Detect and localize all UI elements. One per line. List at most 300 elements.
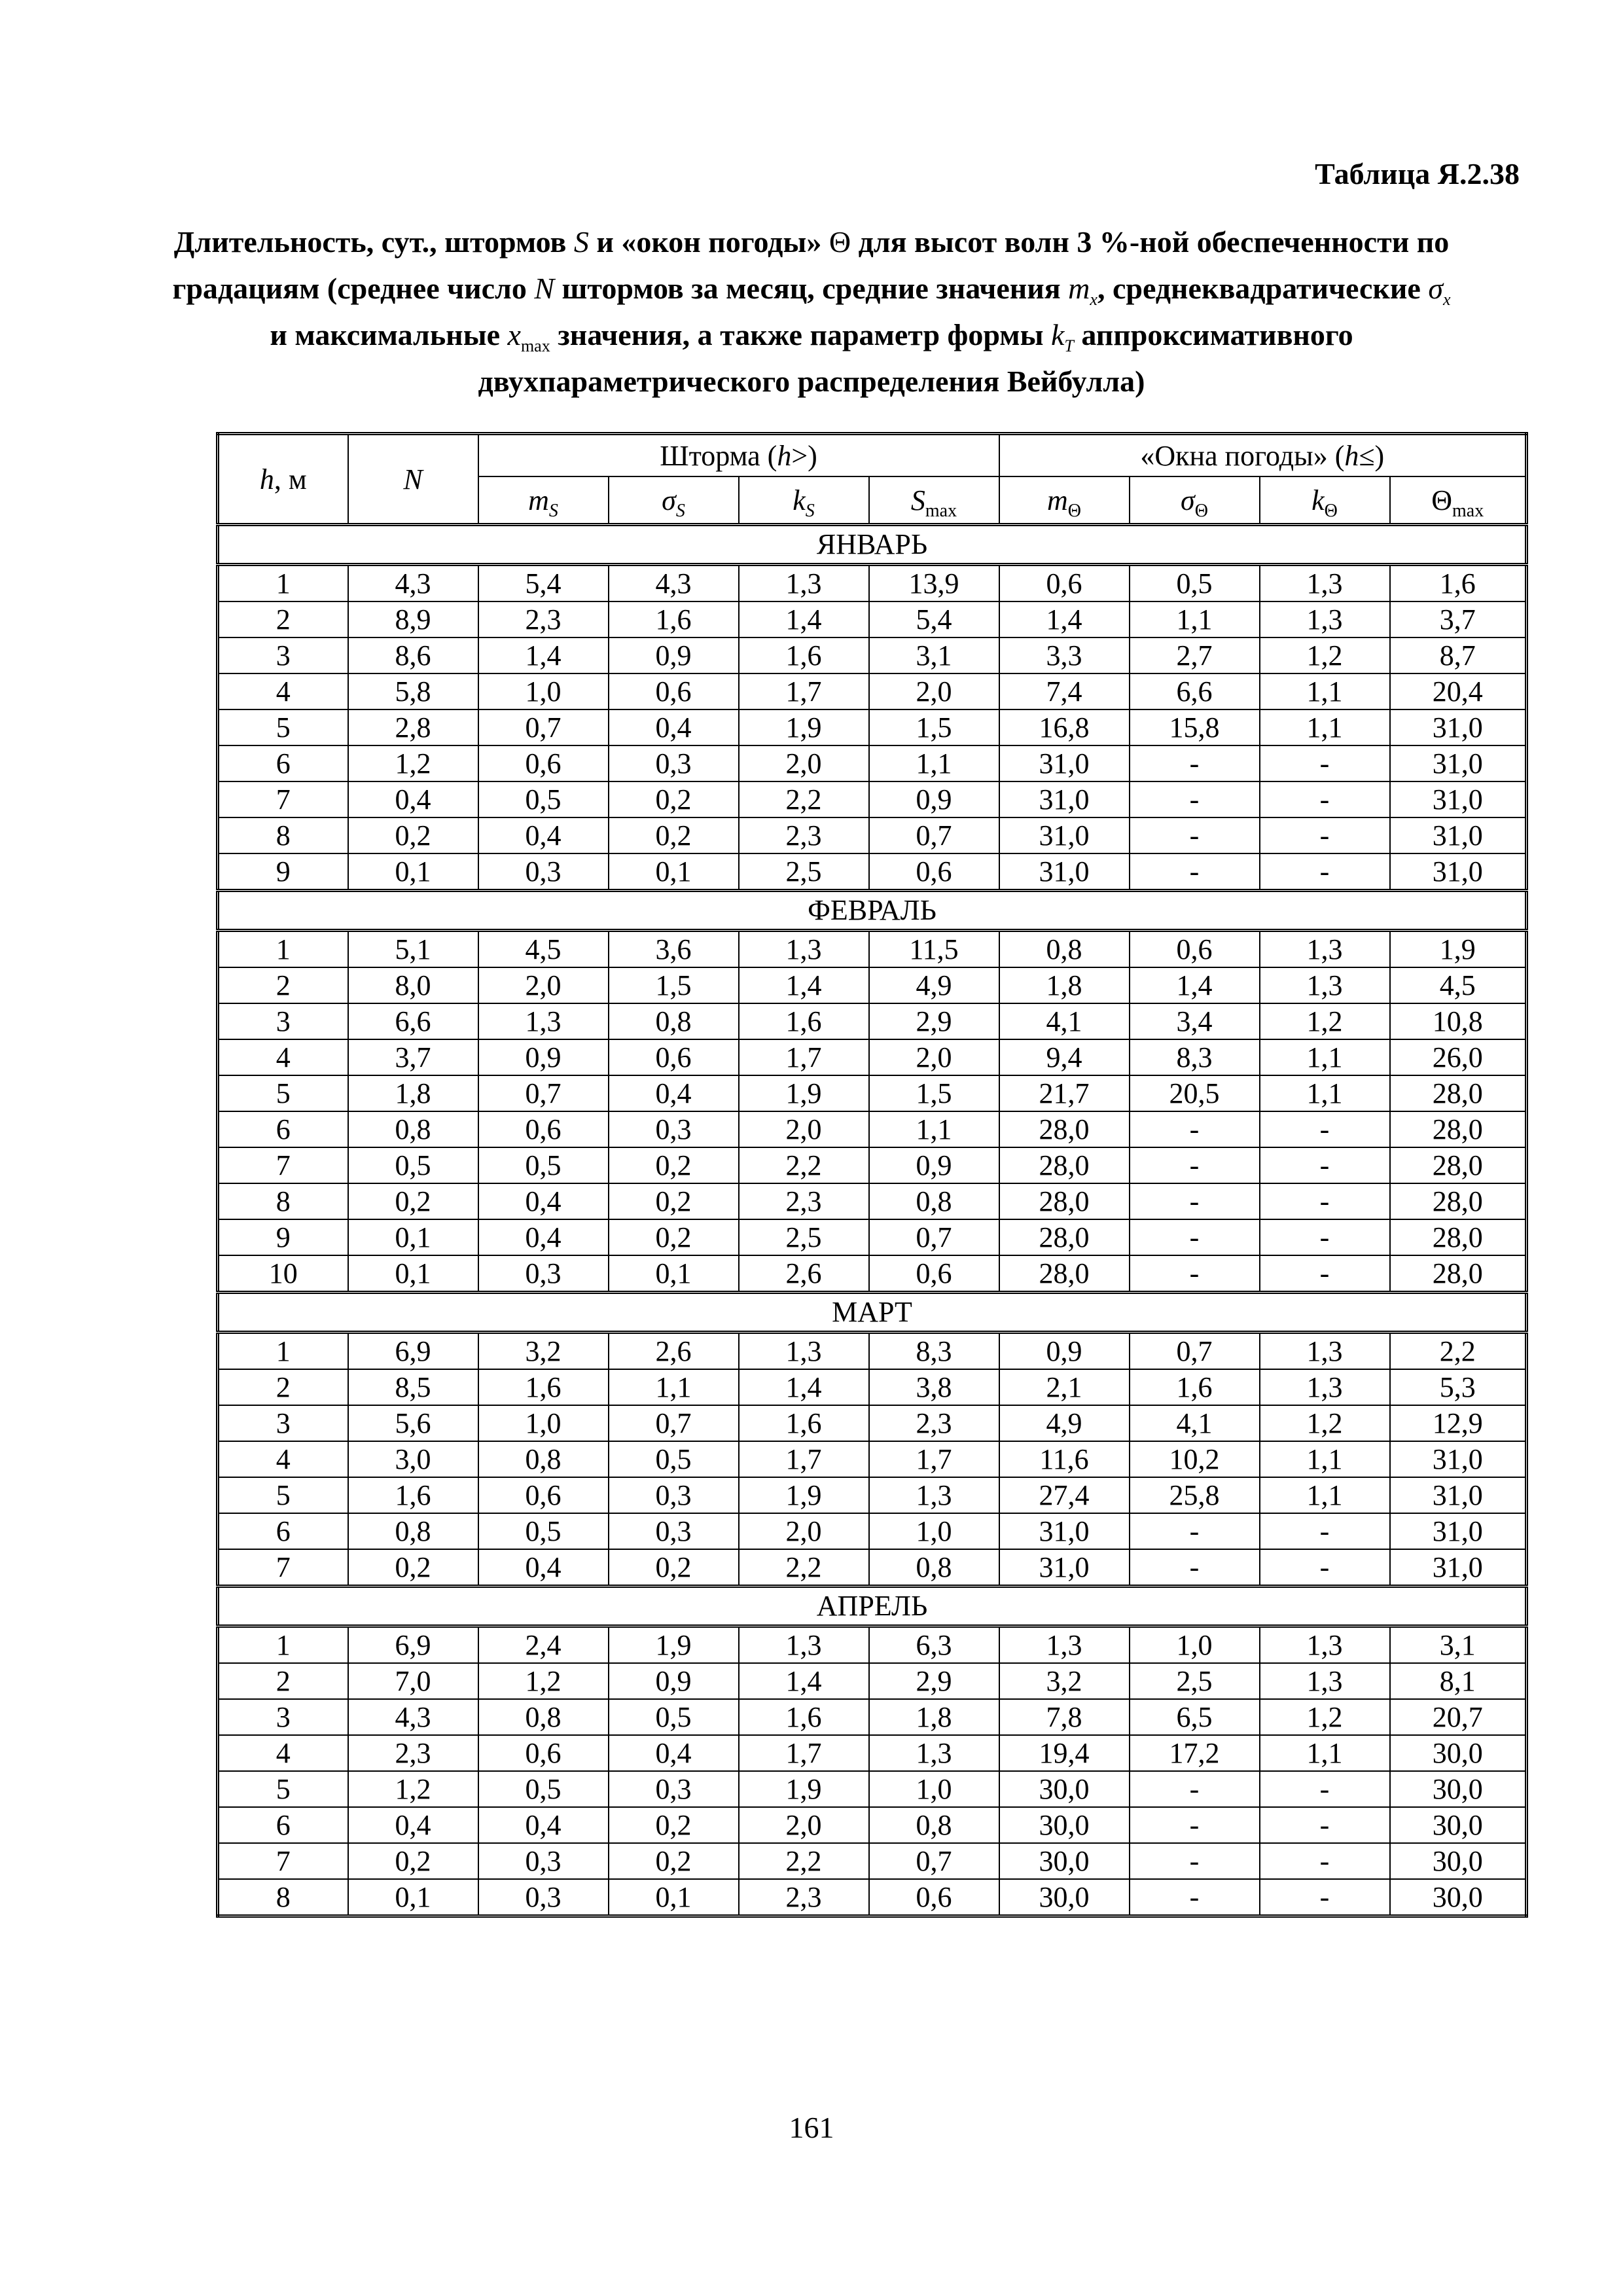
cell-m-theta: 31,0 — [999, 1549, 1130, 1587]
cell-m-theta: 21,7 — [999, 1075, 1130, 1111]
table-row — [218, 1843, 1527, 1879]
symbol-sigma: σ — [1181, 484, 1195, 516]
cell-n: 3,0 — [348, 1441, 478, 1477]
cell-sigma-theta: - — [1130, 817, 1260, 853]
symbol-m: m — [1046, 484, 1068, 516]
col-header-k-theta — [1260, 476, 1390, 525]
cell-m-s: 0,8 — [478, 1699, 609, 1735]
table-row — [218, 1255, 1527, 1293]
cell-n: 1,2 — [348, 1771, 478, 1807]
cell-sigma-s: 0,4 — [609, 1075, 739, 1111]
cell-m-s: 0,7 — [478, 1075, 609, 1111]
cell-sigma-s: 0,5 — [609, 1699, 739, 1735]
caption-text: для высот волн 3 %-ной обеспеченности по градациям (среднее число — [172, 225, 1450, 305]
table-row — [218, 709, 1527, 745]
caption-text: и «окон погоды» — [588, 225, 829, 259]
cell-sigma-s: 0,3 — [609, 1477, 739, 1513]
cell-k-theta: 1,2 — [1260, 1003, 1390, 1039]
cell-m-s: 0,3 — [478, 1255, 609, 1293]
cell-k-s: 2,2 — [739, 1843, 869, 1879]
cell-h: 4 — [218, 1039, 348, 1075]
cell-theta-max: 30,0 — [1390, 1807, 1527, 1843]
cell-theta-max: 31,0 — [1390, 745, 1527, 781]
page-number: 161 — [789, 2111, 834, 2144]
cell-m-s: 0,7 — [478, 709, 609, 745]
cell-sigma-theta: 1,6 — [1130, 1369, 1260, 1405]
cell-h: 1 — [218, 1333, 348, 1370]
table-row — [218, 637, 1527, 673]
cell-m-s: 1,6 — [478, 1369, 609, 1405]
cell-n: 0,2 — [348, 1183, 478, 1219]
cell-theta-max: 31,0 — [1390, 1477, 1527, 1513]
cell-sigma-theta: - — [1130, 1183, 1260, 1219]
cell-n: 6,9 — [348, 1626, 478, 1664]
table-row — [218, 781, 1527, 817]
cell-theta-max: 1,6 — [1390, 565, 1527, 602]
col-header-theta-max — [1390, 476, 1527, 525]
cell-sigma-s: 0,4 — [609, 1735, 739, 1771]
cell-h: 6 — [218, 1807, 348, 1843]
cell-n: 8,9 — [348, 601, 478, 637]
cell-n: 0,1 — [348, 1879, 478, 1916]
cell-k-s: 1,6 — [739, 1003, 869, 1039]
cell-theta-max: 30,0 — [1390, 1843, 1527, 1879]
col-header-h-unit: , м — [274, 463, 307, 495]
cell-theta-max: 26,0 — [1390, 1039, 1527, 1075]
cell-s-max: 0,6 — [869, 1255, 999, 1293]
table-row — [218, 1003, 1527, 1039]
col-header-sigma-theta — [1130, 476, 1260, 525]
cell-m-theta: 1,3 — [999, 1626, 1130, 1664]
cell-k-theta: 1,1 — [1260, 673, 1390, 709]
cell-sigma-theta: 20,5 — [1130, 1075, 1260, 1111]
cell-sigma-s: 0,4 — [609, 709, 739, 745]
cell-sigma-s: 0,3 — [609, 1513, 739, 1549]
cell-m-theta: 28,0 — [999, 1147, 1130, 1183]
cell-s-max: 2,0 — [869, 1039, 999, 1075]
cell-theta-max: 31,0 — [1390, 1513, 1527, 1549]
cell-s-max: 2,3 — [869, 1405, 999, 1441]
cell-sigma-theta: - — [1130, 1147, 1260, 1183]
cell-k-s: 1,3 — [739, 1626, 869, 1664]
cell-theta-max: 20,4 — [1390, 673, 1527, 709]
cell-theta-max: 31,0 — [1390, 709, 1527, 745]
cell-n: 8,6 — [348, 637, 478, 673]
cell-s-max: 0,9 — [869, 781, 999, 817]
cell-s-max: 2,0 — [869, 673, 999, 709]
data-table — [216, 432, 1528, 1918]
cell-n: 0,1 — [348, 853, 478, 891]
cell-sigma-theta: - — [1130, 1549, 1260, 1587]
cell-n: 0,2 — [348, 1843, 478, 1879]
cell-k-theta: 1,1 — [1260, 709, 1390, 745]
caption-symbol-s: S — [573, 225, 589, 259]
cell-m-theta: 0,8 — [999, 931, 1130, 968]
header-row-1 — [218, 434, 1527, 477]
cell-sigma-theta: - — [1130, 1843, 1260, 1879]
cell-m-s: 0,4 — [478, 1807, 609, 1843]
group-header-windows-relation: ≤) — [1359, 439, 1385, 472]
cell-k-s: 1,7 — [739, 1039, 869, 1075]
symbol-s: S — [910, 484, 925, 516]
cell-m-s: 2,3 — [478, 601, 609, 637]
cell-m-s: 0,4 — [478, 1219, 609, 1255]
cell-s-max: 1,0 — [869, 1771, 999, 1807]
cell-k-theta: 1,3 — [1260, 1626, 1390, 1664]
cell-k-s: 2,3 — [739, 1183, 869, 1219]
cell-h: 1 — [218, 931, 348, 968]
cell-sigma-s: 1,5 — [609, 967, 739, 1003]
cell-h: 5 — [218, 1075, 348, 1111]
cell-h: 1 — [218, 1626, 348, 1664]
cell-sigma-s: 0,2 — [609, 1807, 739, 1843]
cell-k-s: 1,4 — [739, 601, 869, 637]
cell-k-theta: - — [1260, 1147, 1390, 1183]
cell-m-s: 0,8 — [478, 1441, 609, 1477]
cell-s-max: 8,3 — [869, 1333, 999, 1370]
subscript-theta: Θ — [1067, 500, 1081, 521]
cell-theta-max: 1,9 — [1390, 931, 1527, 968]
cell-n: 0,1 — [348, 1219, 478, 1255]
cell-m-s: 0,3 — [478, 853, 609, 891]
cell-k-s: 1,6 — [739, 1405, 869, 1441]
table-header — [218, 434, 1527, 525]
cell-sigma-theta: - — [1130, 1219, 1260, 1255]
cell-k-theta: 1,2 — [1260, 1405, 1390, 1441]
cell-sigma-theta: - — [1130, 853, 1260, 891]
cell-n: 4,3 — [348, 565, 478, 602]
group-header-storms-text: Шторма ( — [660, 439, 777, 472]
cell-k-theta: 1,3 — [1260, 1369, 1390, 1405]
table-row — [218, 1663, 1527, 1699]
cell-s-max: 1,5 — [869, 709, 999, 745]
subscript-s: S — [805, 500, 815, 521]
cell-k-theta: - — [1260, 1549, 1390, 1587]
subscript-max: max — [1452, 500, 1484, 521]
cell-m-theta: 2,1 — [999, 1369, 1130, 1405]
cell-theta-max: 3,1 — [1390, 1626, 1527, 1664]
group-header-storms-relation: >) — [791, 439, 817, 472]
cell-theta-max: 30,0 — [1390, 1735, 1527, 1771]
cell-s-max: 11,5 — [869, 931, 999, 968]
cell-h: 2 — [218, 1369, 348, 1405]
cell-n: 5,1 — [348, 931, 478, 968]
cell-k-theta: 1,1 — [1260, 1735, 1390, 1771]
cell-m-s: 1,3 — [478, 1003, 609, 1039]
cell-m-theta: 0,9 — [999, 1333, 1130, 1370]
cell-sigma-theta: - — [1130, 1111, 1260, 1147]
cell-n: 1,2 — [348, 745, 478, 781]
cell-k-theta: - — [1260, 1843, 1390, 1879]
table-row — [218, 817, 1527, 853]
cell-theta-max: 28,0 — [1390, 1219, 1527, 1255]
cell-s-max: 1,8 — [869, 1699, 999, 1735]
cell-sigma-s: 0,9 — [609, 637, 739, 673]
cell-h: 2 — [218, 1663, 348, 1699]
cell-sigma-s: 0,2 — [609, 781, 739, 817]
cell-s-max: 0,6 — [869, 853, 999, 891]
table-row — [218, 1111, 1527, 1147]
col-header-k-s — [739, 476, 869, 525]
cell-n: 0,4 — [348, 1807, 478, 1843]
cell-k-s: 1,4 — [739, 1663, 869, 1699]
cell-theta-max: 31,0 — [1390, 1441, 1527, 1477]
cell-s-max: 1,5 — [869, 1075, 999, 1111]
cell-sigma-s: 0,1 — [609, 853, 739, 891]
cell-k-s: 1,4 — [739, 967, 869, 1003]
cell-m-theta: 30,0 — [999, 1879, 1130, 1916]
caption-symbol-x: x — [507, 318, 521, 351]
cell-m-theta: 0,6 — [999, 565, 1130, 602]
cell-m-s: 4,5 — [478, 931, 609, 968]
cell-s-max: 6,3 — [869, 1626, 999, 1664]
cell-sigma-theta: 1,4 — [1130, 967, 1260, 1003]
group-header-storms — [478, 434, 999, 477]
cell-sigma-s: 1,9 — [609, 1626, 739, 1664]
cell-sigma-s: 0,3 — [609, 1111, 739, 1147]
col-header-h-symbol: h — [259, 463, 274, 495]
cell-n: 0,2 — [348, 1549, 478, 1587]
cell-k-s: 1,6 — [739, 1699, 869, 1735]
cell-h: 9 — [218, 1219, 348, 1255]
cell-h: 8 — [218, 817, 348, 853]
cell-m-theta: 30,0 — [999, 1771, 1130, 1807]
cell-sigma-s: 0,3 — [609, 1771, 739, 1807]
month-name: ФЕВРАЛЬ — [218, 891, 1527, 931]
cell-m-s: 0,3 — [478, 1879, 609, 1916]
cell-m-theta: 28,0 — [999, 1183, 1130, 1219]
cell-sigma-theta: - — [1130, 745, 1260, 781]
table-row — [218, 853, 1527, 891]
cell-n: 0,5 — [348, 1147, 478, 1183]
cell-k-theta: - — [1260, 1513, 1390, 1549]
cell-n: 1,8 — [348, 1075, 478, 1111]
cell-k-s: 1,9 — [739, 1771, 869, 1807]
cell-n: 5,6 — [348, 1405, 478, 1441]
cell-s-max: 0,9 — [869, 1147, 999, 1183]
cell-s-max: 0,8 — [869, 1183, 999, 1219]
cell-m-theta: 7,8 — [999, 1699, 1130, 1735]
caption-symbol-n: N — [534, 272, 555, 305]
caption-subscript-t: T — [1064, 336, 1074, 355]
cell-m-s: 2,0 — [478, 967, 609, 1003]
cell-theta-max: 20,7 — [1390, 1699, 1527, 1735]
cell-h: 6 — [218, 1513, 348, 1549]
table-row — [218, 1369, 1527, 1405]
cell-h: 3 — [218, 1699, 348, 1735]
symbol-k: k — [1311, 484, 1325, 516]
symbol-sigma: σ — [662, 484, 676, 516]
cell-m-theta: 31,0 — [999, 817, 1130, 853]
cell-sigma-s: 0,2 — [609, 1843, 739, 1879]
cell-m-theta: 28,0 — [999, 1255, 1130, 1293]
cell-m-s: 1,0 — [478, 1405, 609, 1441]
cell-theta-max: 28,0 — [1390, 1255, 1527, 1293]
month-header-row — [218, 1587, 1527, 1626]
cell-s-max: 3,1 — [869, 637, 999, 673]
cell-h: 4 — [218, 1441, 348, 1477]
cell-sigma-s: 0,6 — [609, 1039, 739, 1075]
cell-k-theta: - — [1260, 1219, 1390, 1255]
cell-s-max: 1,1 — [869, 1111, 999, 1147]
cell-k-s: 1,3 — [739, 1333, 869, 1370]
cell-sigma-theta: 17,2 — [1130, 1735, 1260, 1771]
month-name: МАРТ — [218, 1293, 1527, 1333]
cell-m-s: 0,4 — [478, 1549, 609, 1587]
cell-n: 0,2 — [348, 817, 478, 853]
cell-h: 7 — [218, 781, 348, 817]
cell-sigma-theta: 2,7 — [1130, 637, 1260, 673]
cell-h: 5 — [218, 709, 348, 745]
cell-m-theta: 31,0 — [999, 1513, 1130, 1549]
cell-sigma-theta: 0,5 — [1130, 565, 1260, 602]
cell-sigma-s: 0,2 — [609, 1549, 739, 1587]
cell-n: 7,0 — [348, 1663, 478, 1699]
cell-theta-max: 2,2 — [1390, 1333, 1527, 1370]
cell-k-theta: - — [1260, 781, 1390, 817]
cell-m-theta: 30,0 — [999, 1807, 1130, 1843]
cell-s-max: 1,7 — [869, 1441, 999, 1477]
cell-s-max: 1,1 — [869, 745, 999, 781]
cell-sigma-s: 1,6 — [609, 601, 739, 637]
cell-s-max: 0,7 — [869, 817, 999, 853]
cell-theta-max: 28,0 — [1390, 1111, 1527, 1147]
table-label: Таблица Я.2.38 — [1315, 157, 1520, 190]
cell-m-theta: 1,8 — [999, 967, 1130, 1003]
cell-sigma-theta: - — [1130, 1771, 1260, 1807]
cell-m-s: 0,9 — [478, 1039, 609, 1075]
cell-h: 6 — [218, 745, 348, 781]
subscript-max: max — [925, 500, 957, 521]
group-header-windows-text: «Окна погоды» ( — [1140, 439, 1345, 472]
cell-k-s: 2,5 — [739, 853, 869, 891]
cell-sigma-s: 0,2 — [609, 1219, 739, 1255]
cell-s-max: 0,8 — [869, 1807, 999, 1843]
cell-h: 4 — [218, 673, 348, 709]
table-row — [218, 745, 1527, 781]
cell-h: 3 — [218, 1003, 348, 1039]
cell-sigma-theta: 4,1 — [1130, 1405, 1260, 1441]
cell-n: 2,8 — [348, 709, 478, 745]
caption-symbol-m: m — [1068, 272, 1090, 305]
cell-k-s: 1,7 — [739, 1441, 869, 1477]
cell-h: 2 — [218, 601, 348, 637]
cell-m-theta: 9,4 — [999, 1039, 1130, 1075]
cell-m-s: 0,6 — [478, 1111, 609, 1147]
table-row — [218, 1477, 1527, 1513]
cell-m-s: 5,4 — [478, 565, 609, 602]
cell-sigma-s: 0,7 — [609, 1405, 739, 1441]
cell-sigma-s: 0,6 — [609, 673, 739, 709]
cell-k-s: 2,3 — [739, 1879, 869, 1916]
cell-n: 1,6 — [348, 1477, 478, 1513]
cell-sigma-s: 0,1 — [609, 1879, 739, 1916]
cell-sigma-s: 0,3 — [609, 745, 739, 781]
cell-m-s: 0,4 — [478, 1183, 609, 1219]
cell-sigma-theta: 6,5 — [1130, 1699, 1260, 1735]
cell-sigma-theta: 8,3 — [1130, 1039, 1260, 1075]
cell-m-theta: 31,0 — [999, 853, 1130, 891]
cell-m-s: 3,2 — [478, 1333, 609, 1370]
cell-k-theta: - — [1260, 817, 1390, 853]
cell-k-theta: 1,2 — [1260, 637, 1390, 673]
cell-k-s: 1,4 — [739, 1369, 869, 1405]
table-row — [218, 1183, 1527, 1219]
cell-s-max: 4,9 — [869, 967, 999, 1003]
cell-m-theta: 4,9 — [999, 1405, 1130, 1441]
table-row — [218, 1735, 1527, 1771]
cell-sigma-theta: 6,6 — [1130, 673, 1260, 709]
cell-n: 2,3 — [348, 1735, 478, 1771]
cell-h: 10 — [218, 1255, 348, 1293]
cell-sigma-s: 0,2 — [609, 1183, 739, 1219]
cell-s-max: 0,6 — [869, 1879, 999, 1916]
group-header-weather-windows — [999, 434, 1527, 477]
cell-k-theta: 1,3 — [1260, 601, 1390, 637]
cell-theta-max: 8,1 — [1390, 1663, 1527, 1699]
cell-sigma-s: 0,5 — [609, 1441, 739, 1477]
cell-h: 7 — [218, 1147, 348, 1183]
cell-m-s: 0,6 — [478, 1735, 609, 1771]
cell-h: 3 — [218, 1405, 348, 1441]
cell-k-theta: 1,3 — [1260, 1333, 1390, 1370]
table-row — [218, 1441, 1527, 1477]
cell-k-theta: - — [1260, 745, 1390, 781]
cell-m-theta: 27,4 — [999, 1477, 1130, 1513]
cell-theta-max: 31,0 — [1390, 817, 1527, 853]
cell-k-s: 2,2 — [739, 781, 869, 817]
table-row — [218, 1699, 1527, 1735]
cell-m-theta: 3,3 — [999, 637, 1130, 673]
cell-sigma-s: 0,9 — [609, 1663, 739, 1699]
cell-theta-max: 4,5 — [1390, 967, 1527, 1003]
cell-sigma-theta: - — [1130, 1879, 1260, 1916]
table-row — [218, 1513, 1527, 1549]
table-row — [218, 1147, 1527, 1183]
table-body — [218, 525, 1527, 1916]
cell-m-theta: 11,6 — [999, 1441, 1130, 1477]
cell-theta-max: 3,7 — [1390, 601, 1527, 637]
cell-k-theta: - — [1260, 1879, 1390, 1916]
cell-theta-max: 28,0 — [1390, 1075, 1527, 1111]
cell-sigma-theta: 1,1 — [1130, 601, 1260, 637]
cell-m-s: 0,3 — [478, 1843, 609, 1879]
cell-m-s: 0,4 — [478, 817, 609, 853]
cell-k-theta: - — [1260, 1183, 1390, 1219]
cell-sigma-s: 0,2 — [609, 1147, 739, 1183]
cell-sigma-theta: 0,6 — [1130, 931, 1260, 968]
cell-k-theta: - — [1260, 1255, 1390, 1293]
cell-k-s: 1,9 — [739, 709, 869, 745]
cell-sigma-s: 0,2 — [609, 817, 739, 853]
cell-h: 9 — [218, 853, 348, 891]
caption-text: Длительность, сут., штормов — [173, 225, 574, 259]
cell-theta-max: 31,0 — [1390, 1549, 1527, 1587]
cell-k-theta: 1,3 — [1260, 565, 1390, 602]
subscript-s: S — [548, 500, 558, 521]
cell-k-theta: - — [1260, 1111, 1390, 1147]
table-row — [218, 1549, 1527, 1587]
table-row — [218, 1219, 1527, 1255]
cell-h: 5 — [218, 1771, 348, 1807]
cell-k-s: 2,0 — [739, 745, 869, 781]
caption-text: аппроксимативного двухпараметрического распределения Вейбулла) — [478, 318, 1353, 398]
cell-k-s: 1,9 — [739, 1075, 869, 1111]
cell-h: 6 — [218, 1111, 348, 1147]
table-row — [218, 931, 1527, 968]
cell-sigma-theta: 0,7 — [1130, 1333, 1260, 1370]
subscript-s: S — [675, 500, 685, 521]
